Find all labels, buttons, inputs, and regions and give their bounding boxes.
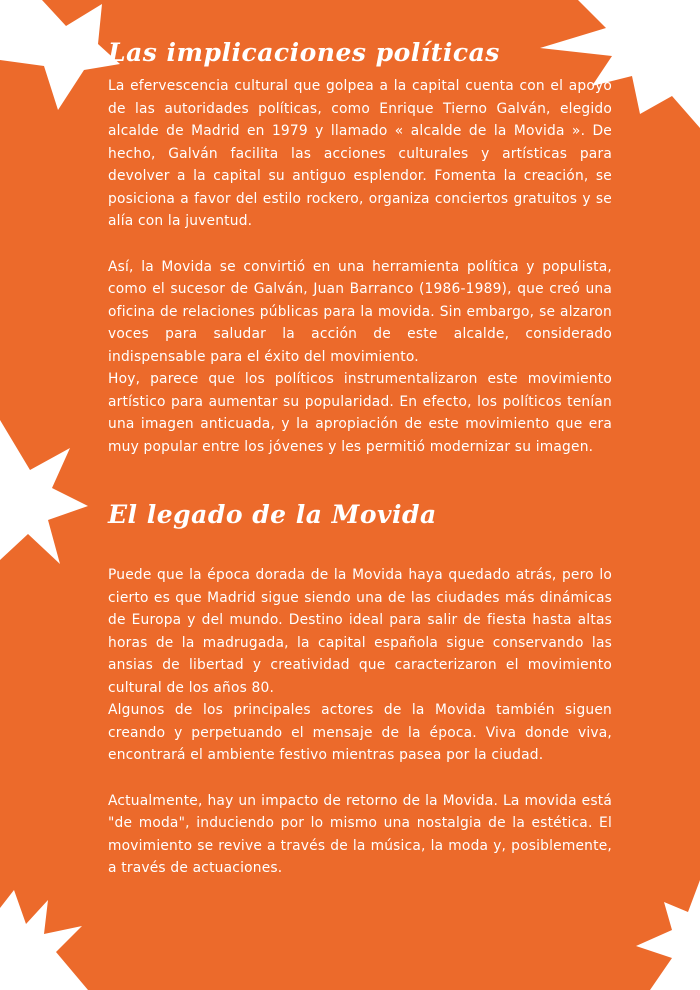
starburst-left-middle bbox=[0, 420, 88, 564]
starburst-bottom-left bbox=[0, 890, 88, 990]
paragraph: La efervescencia cultural que golpea a la capital cuenta con el apoyo de las autoridades políticas, como Enrique Tierno Galván, elegido alcalde de Madrid en 1979 y llamado « alcalde de la Movida ». De hecho, Galván facilita las acciones culturales y artísticas para devolver a la capital su antiguo esplendor. Fomenta la creación, se posiciona a favor del estilo rockero, organiza conciertos gratuitos y se alía con la juventud. bbox=[108, 78, 612, 229]
section-title-political-implications: Las implicaciones políticas bbox=[108, 38, 500, 67]
document-content bbox=[108, 30, 612, 880]
paragraph: Puede que la época dorada de la Movida haya quedado atrás, pero lo cierto es que Madrid sigue siendo una de las ciudades más dinámicas de Europa y del mundo. Destino ideal para salir de fiesta hasta altas horas de la madrugada, la capital española sigue conservando las ansias de libertad y creatividad que caracterizaron el movimiento cultural de los años 80. bbox=[108, 567, 612, 696]
paragraph: Así, la Movida se convirtió en una herramienta política y populista, como el sucesor de Galván, Juan Barranco (1986-1989), que creó una oficina de relaciones públicas para la movida. Sin embargo, se alzaron voces para saludar la acción de este alcalde, considerado indispensable para el éxito del movimiento. bbox=[108, 258, 612, 365]
starburst-top-left bbox=[0, 0, 120, 110]
starburst-bottom-right bbox=[636, 880, 700, 990]
paragraph: Algunos de los principales actores de la Movida también siguen creando y perpetuando el mensaje de la época. Viva donde viva, encontrará el ambiente festivo mientras pasea por la ciudad. bbox=[108, 702, 612, 763]
paragraph: Hoy, parece que los políticos instrumentalizaron este movimiento artístico para aumentar su popularidad. En efecto, los políticos tenían una imagen anticuada, y la apropiación de este movimiento que era muy popular entre los jóvenes y les permitió modernizar su imagen. bbox=[108, 371, 612, 455]
section-title-movida-legacy: El legado de la Movida bbox=[108, 500, 437, 529]
paragraph: Actualmente, hay un impacto de retorno de la Movida. La movida está "de moda", induciendo por lo mismo una nostalgia de la estética. El movimiento se revive a través de la música, la moda y, posiblemente, a través de actuaciones. bbox=[108, 792, 612, 876]
